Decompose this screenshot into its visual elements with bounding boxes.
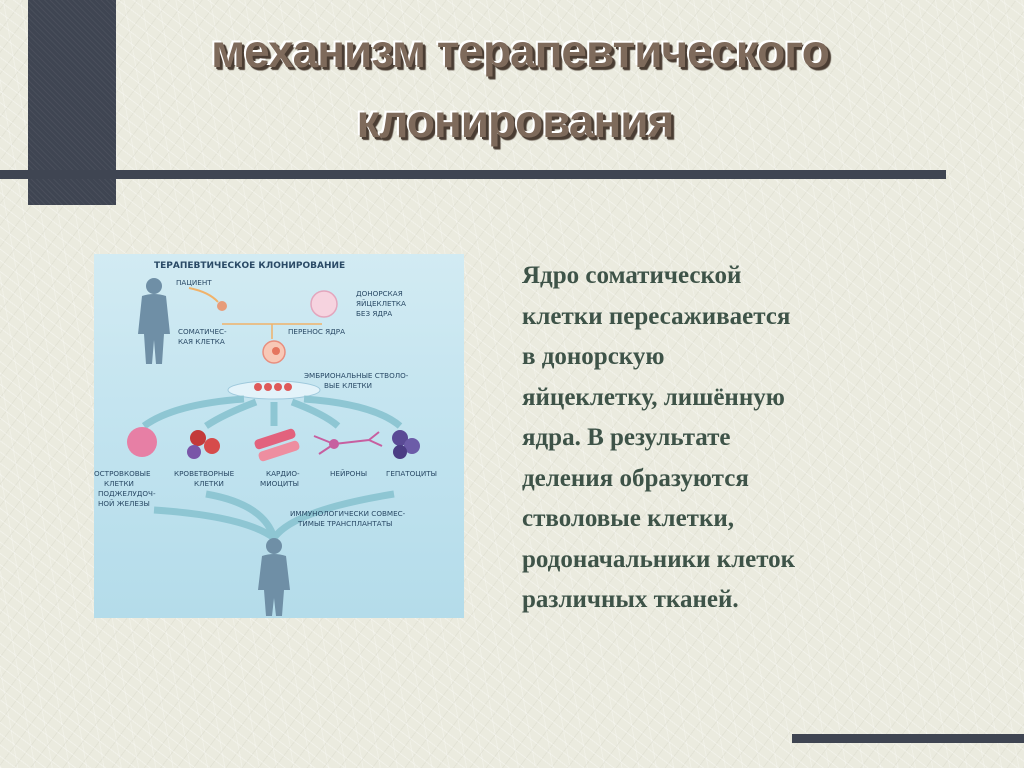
diagram-title: ТЕРАПЕВТИЧЕСКОЕ КЛОНИРОВАНИЕ xyxy=(154,261,346,271)
arrow-to-somatic xyxy=(189,288,218,302)
label-stem-2: ВЫЕ КЛЕТКИ xyxy=(324,381,373,390)
label-stem-1: ЭМБРИОНАЛЬНЫЕ СТВОЛО- xyxy=(304,371,409,380)
label-donor-3: БЕЗ ЯДРА xyxy=(356,309,393,318)
cloning-diagram-figure xyxy=(94,254,464,618)
label-islets-1: ОСТРОВКОВЫЕ xyxy=(94,469,151,478)
blood-cells-icon xyxy=(187,430,220,459)
neuron-icon xyxy=(314,432,382,454)
label-islets-3: ПОДЖЕЛУДОЧ- xyxy=(98,489,156,498)
label-hepato: ГЕПАТОЦИТЫ xyxy=(386,469,437,478)
slide-title-line-1: механизм терапевтического xyxy=(211,25,829,77)
label-transplant-1: ИММУНОЛОГИЧЕСКИ СОВМЕС- xyxy=(290,509,406,518)
explanation-text: Ядро соматической клетки пересаживается в донорскую яйцеклетку, лишённую ядра. В результате деления образуются стволовые клетки, родоначальники клеток различных тканей. xyxy=(522,262,796,613)
bottom-divider-rule xyxy=(792,734,1024,743)
top-divider-rule xyxy=(0,170,946,179)
cardiomyocytes-icon xyxy=(253,428,300,462)
patient-figure-icon xyxy=(138,278,170,364)
label-somatic-1: СОМАТИЧЕС- xyxy=(178,327,227,336)
label-patient: ПАЦИЕНТ xyxy=(176,278,212,287)
label-transplant-2: ТИМЫЕ ТРАНСПЛАНТАТЫ xyxy=(298,519,393,528)
label-cardio-2: МИОЦИТЫ xyxy=(260,479,299,488)
label-islets-4: НОЙ ЖЕЛЕЗЫ xyxy=(98,499,150,508)
label-islets-2: КЛЕТКИ xyxy=(104,479,134,488)
slide-title-line-2: клонирования xyxy=(356,95,674,147)
label-donor-1: ДОНОРСКАЯ xyxy=(356,289,403,298)
label-cardio-1: КАРДИО- xyxy=(266,469,300,478)
label-blood-1: КРОВЕТВОРНЫЕ xyxy=(174,469,235,478)
hepatocytes-icon xyxy=(392,430,420,459)
differentiation-arrows xyxy=(144,399,400,426)
label-donor-2: ЯЙЦЕКЛЕТКА xyxy=(356,299,406,308)
nucleus-icon xyxy=(272,347,280,355)
cloning-diagram xyxy=(94,254,464,618)
label-somatic-2: КАЯ КЛЕТКА xyxy=(178,337,225,346)
donor-egg-icon xyxy=(311,291,337,317)
label-transfer: ПЕРЕНОС ЯДРА xyxy=(288,327,346,336)
label-blood-2: КЛЕТКИ xyxy=(194,479,224,488)
islet-cells-icon xyxy=(127,427,157,457)
treated-patient-icon xyxy=(258,538,290,616)
label-neurons: НЕЙРОНЫ xyxy=(330,469,368,478)
somatic-cell-icon xyxy=(217,301,227,311)
